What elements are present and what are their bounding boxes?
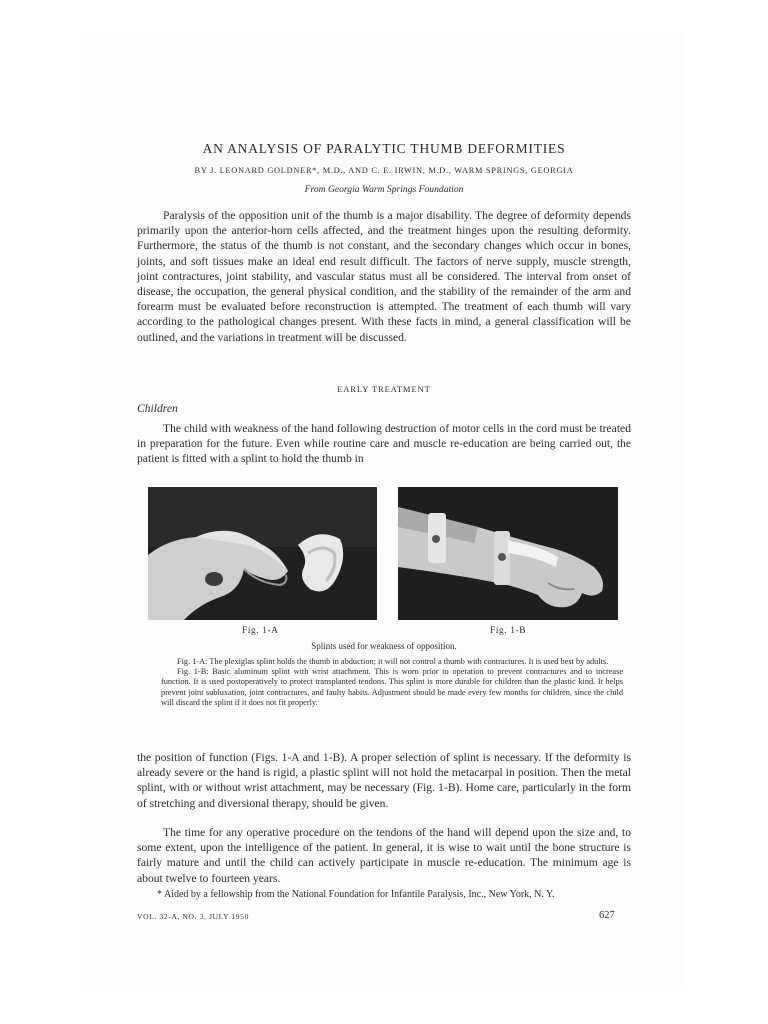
figure-legend-1a: Fig. 1-A: The plexiglas splint holds the thumb in abduction; it will not control a thumb with contractures. It is used best by adults. [177, 657, 609, 666]
footnote: * Aided by a fellowship from the National Foundation for Infantile Paralysis, Inc., New York, N. Y. [157, 889, 555, 900]
paragraph-splint-position: the position of function (Figs. 1-A and 1-B). A proper selection of splint is necessary. If the deformity is already severe or the hand is rigid, a plastic splint will not hold the metacarpal in position. Then the metal splint, with or without wrist attachment, may be necessary (Fig. 1-B). Home care, particularly in the form of stretching and diversional therapy, should be given. [137, 751, 631, 810]
affiliation-line: From Georgia Warm Springs Foundation [304, 184, 464, 195]
hand-with-aluminum-splint-image [398, 487, 618, 620]
figure-1b-label: Fig. 1-B [490, 626, 527, 636]
figure-1a-photo [148, 487, 377, 620]
paragraph-intro: Paralysis of the opposition unit of the thumb is a major disability. The degree of deformity depends primarily upon the anterior-horn cells affected, and the treatment hinges upon the resulting deformity. Furthermore, the status of the thumb is not constant, and the secondary changes which occur in bones, joints, and soft tissues make an ideal end result difficult. The factors of nerve supply, muscle strength, joint contractures, joint stability, and vascular status must all be considered. The interval from onset of disease, the occupation, the general physical condition, and the stability of the remainder of the arm and forearm must be evaluated before reconstruction is attempted. The treatment of each thumb will vary according to the pathological changes present. With these facts in mind, a general classification will be outlined, and the variations in treatment will be discussed. [137, 209, 631, 344]
figure-legend [161, 657, 623, 708]
figure-1b-photo [398, 487, 618, 620]
figure-legend-1b: Fig. 1-B: Basic aluminum splint with wrist attachment. This is worn prior to operation to prevent contractures and to increase function. It is used postoperatively to protect transplanted tendons. This splint is more durable for children than the plastic kind. It helps prevent joint subluxation, joint contractures, and faulty habits. Adjustment should be made every few months for children, since the child will discard the splint if it does not fit properly. [161, 667, 623, 707]
figure-caption: Splints used for weakness of opposition. [311, 641, 457, 651]
journal-citation: VOL. 32-A, NO. 3, JULY 1950 [137, 912, 249, 921]
article-title: AN ANALYSIS OF PARALYTIC THUMB DEFORMITIES [202, 141, 566, 156]
author-line: BY J. LEONARD GOLDNER*, M.D., AND C. E. IRWIN, M.D., WARM SPRINGS, GEORGIA [194, 166, 574, 175]
figure-1a-label: Fig. 1-A [242, 626, 279, 636]
section-heading: EARLY TREATMENT [337, 385, 431, 394]
subheading: Children [137, 402, 178, 415]
hand-with-plexiglas-splint-image [148, 487, 377, 620]
paragraph-operative-timing: The time for any operative procedure on the tendons of the hand will depend upon the size and, to some extent, upon the intelligence of the patient. In general, it is wise to wait until the bone structure is fairly mature and until the child can actively participate in muscle re-education. The minimum age is about twelve to fourteen years. [137, 826, 631, 885]
paragraph-children: The child with weakness of the hand following destruction of motor cells in the cord must be treated in preparation for the future. Even while routine care and muscle re-education are being carried out, the patient is fitted with a splint to hold the thumb in [137, 422, 631, 466]
page-number: 627 [599, 910, 615, 921]
